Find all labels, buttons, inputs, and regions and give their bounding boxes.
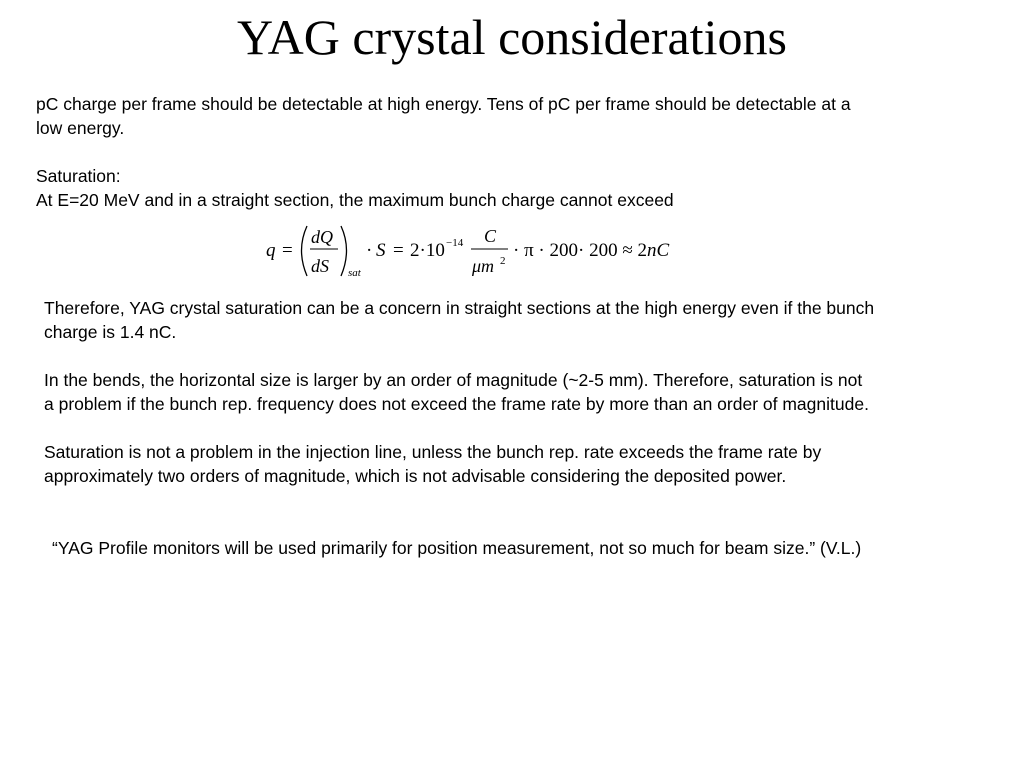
bends-line-2: a problem if the bunch rep. frequency does not exceed the frame rate by more than an order of magnitude. bbox=[44, 394, 869, 414]
eq-two-ten: 2·10 bbox=[410, 240, 445, 261]
saturation-text: At E=20 MeV and in a straight section, the maximum bunch charge cannot exceed bbox=[36, 190, 674, 210]
bends-line-1: In the bends, the horizontal size is larger by an order of magnitude (~2-5 mm). Therefore, saturation is not bbox=[44, 370, 863, 390]
quote: “YAG Profile monitors will be used primarily for position measurement, not so much for beam size.” (V.L.) bbox=[52, 538, 862, 558]
injection-line-2: approximately two orders of magnitude, which is not advisable considering the deposited power. bbox=[44, 466, 787, 486]
eq-C: C bbox=[484, 226, 497, 246]
therefore-line-1: Therefore, YAG crystal saturation can be a concern in straight sections at the high energy even if the bunch bbox=[44, 298, 875, 318]
eq-um-exp: 2 bbox=[500, 255, 506, 267]
saturation-paragraph bbox=[36, 164, 976, 212]
eq-um: μm bbox=[472, 256, 495, 276]
eq-dS: dS bbox=[311, 256, 329, 276]
bends-paragraph bbox=[44, 368, 1004, 416]
eq-left-paren bbox=[302, 226, 308, 276]
saturation-heading: Saturation: bbox=[36, 166, 121, 186]
intro-line-2: low energy. bbox=[36, 118, 125, 138]
eq-exponent: −14 bbox=[446, 237, 464, 249]
eq-nC: nC bbox=[647, 240, 670, 261]
saturation-equation bbox=[262, 222, 682, 282]
therefore-paragraph bbox=[44, 296, 1004, 344]
eq-right-paren bbox=[341, 226, 347, 276]
eq-equals2: = bbox=[393, 240, 404, 261]
slide-title: YAG crystal considerations bbox=[237, 9, 787, 65]
eq-q: q bbox=[266, 240, 276, 261]
therefore-line-2: charge is 1.4 nC. bbox=[44, 322, 177, 342]
eq-sat: sat bbox=[348, 267, 361, 279]
intro-line-1: pC charge per frame should be detectable at high energy. Tens of pC per frame should be detectable at a bbox=[36, 94, 851, 114]
eq-tail: · π · 200· 200 ≈ 2 bbox=[513, 240, 648, 261]
eq-dot1: · bbox=[366, 240, 373, 261]
eq-S: S bbox=[376, 240, 386, 261]
intro-paragraph bbox=[36, 92, 976, 140]
injection-paragraph bbox=[44, 440, 1004, 488]
eq-dQ: dQ bbox=[311, 227, 333, 247]
eq-equals: = bbox=[282, 240, 293, 261]
injection-line-1: Saturation is not a problem in the injection line, unless the bunch rep. rate exceeds the frame rate by bbox=[44, 442, 822, 462]
